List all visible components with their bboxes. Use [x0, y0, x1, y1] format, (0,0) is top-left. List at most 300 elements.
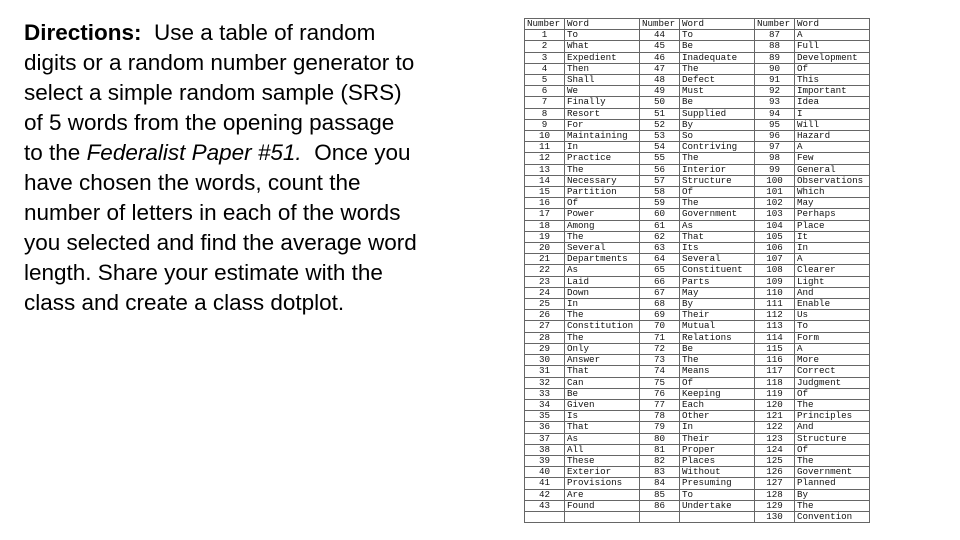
word-cell: Of: [795, 63, 870, 74]
directions-part2: Once you have chosen the words, count the number of letters in each of the words you selected and find the average word length. Share your estimate with the class and create a class dotplot.: [24, 140, 417, 315]
table-row: [525, 187, 870, 198]
table-row: [525, 511, 870, 522]
word-cell: Interior: [680, 164, 755, 175]
number-cell: 56: [640, 164, 680, 175]
number-cell: 70: [640, 321, 680, 332]
table-row: [525, 287, 870, 298]
table-row: [525, 388, 870, 399]
number-cell: 106: [755, 243, 795, 254]
word-cell: The: [795, 399, 870, 410]
number-cell: 69: [640, 310, 680, 321]
number-cell: 58: [640, 187, 680, 198]
word-cell: To: [795, 321, 870, 332]
table-row: [525, 500, 870, 511]
word-cell: Is: [565, 411, 640, 422]
word-cell: In: [795, 243, 870, 254]
number-cell: 124: [755, 444, 795, 455]
number-cell: 23: [525, 276, 565, 287]
number-cell: 1: [525, 30, 565, 41]
number-cell: 74: [640, 366, 680, 377]
table-row: [525, 276, 870, 287]
number-cell: 102: [755, 198, 795, 209]
number-cell: 113: [755, 321, 795, 332]
word-cell: By: [795, 489, 870, 500]
number-cell: 10: [525, 131, 565, 142]
word-cell: Convention: [795, 511, 870, 522]
table-row: [525, 366, 870, 377]
number-cell: 27: [525, 321, 565, 332]
header-number-2: Number: [640, 19, 680, 30]
number-cell: 28: [525, 332, 565, 343]
word-cell: The: [565, 332, 640, 343]
table-row: [525, 265, 870, 276]
word-cell: [565, 511, 640, 522]
number-cell: 127: [755, 478, 795, 489]
word-cell: Places: [680, 455, 755, 466]
word-cell: Several: [680, 254, 755, 265]
word-cell: Full: [795, 41, 870, 52]
word-cell: We: [565, 86, 640, 97]
number-cell: 116: [755, 355, 795, 366]
table-row: [525, 41, 870, 52]
federalist-title: Federalist Paper #51.: [86, 140, 302, 165]
number-cell: 34: [525, 399, 565, 410]
table-row: [525, 175, 870, 186]
number-cell: 14: [525, 175, 565, 186]
number-cell: 96: [755, 131, 795, 142]
word-cell: The: [565, 310, 640, 321]
table-row: [525, 299, 870, 310]
number-cell: 115: [755, 343, 795, 354]
number-cell: 17: [525, 209, 565, 220]
number-cell: 50: [640, 97, 680, 108]
number-cell: 130: [755, 511, 795, 522]
word-cell: Principles: [795, 411, 870, 422]
word-cell: The: [565, 231, 640, 242]
word-cell: The: [680, 198, 755, 209]
number-cell: 35: [525, 411, 565, 422]
word-cell: Departments: [565, 254, 640, 265]
word-cell: Correct: [795, 366, 870, 377]
word-cell: Means: [680, 366, 755, 377]
number-cell: 85: [640, 489, 680, 500]
number-cell: 95: [755, 119, 795, 130]
table-row: [525, 343, 870, 354]
number-cell: 78: [640, 411, 680, 422]
table-row: [525, 119, 870, 130]
word-cell: By: [680, 119, 755, 130]
table-row: [525, 422, 870, 433]
number-cell: 63: [640, 243, 680, 254]
number-cell: 12: [525, 153, 565, 164]
number-cell: 59: [640, 198, 680, 209]
number-cell: 87: [755, 30, 795, 41]
number-cell: 76: [640, 388, 680, 399]
number-cell: 18: [525, 220, 565, 231]
table-row: [525, 142, 870, 153]
number-cell: 52: [640, 119, 680, 130]
word-cell: By: [680, 299, 755, 310]
word-cell: Which: [795, 187, 870, 198]
number-cell: 67: [640, 287, 680, 298]
word-cell: May: [795, 198, 870, 209]
number-cell: 105: [755, 231, 795, 242]
word-cell: The: [680, 153, 755, 164]
number-cell: 65: [640, 265, 680, 276]
table-row: [525, 411, 870, 422]
table-row: [525, 478, 870, 489]
number-cell: 24: [525, 287, 565, 298]
number-cell: 88: [755, 41, 795, 52]
number-cell: 44: [640, 30, 680, 41]
word-cell: Place: [795, 220, 870, 231]
directions-label: Directions:: [24, 20, 142, 45]
table-row: [525, 332, 870, 343]
table-row: [525, 209, 870, 220]
number-cell: 100: [755, 175, 795, 186]
word-cell: Light: [795, 276, 870, 287]
word-cell: This: [795, 75, 870, 86]
word-cell: Undertake: [680, 500, 755, 511]
number-cell: 119: [755, 388, 795, 399]
word-cell: Their: [680, 433, 755, 444]
word-cell: In: [565, 299, 640, 310]
number-cell: 103: [755, 209, 795, 220]
number-cell: 121: [755, 411, 795, 422]
word-cell: Can: [565, 377, 640, 388]
word-cell: Resort: [565, 108, 640, 119]
number-cell: 3: [525, 52, 565, 63]
word-cell: Planned: [795, 478, 870, 489]
table-row: [525, 164, 870, 175]
table-row: [525, 63, 870, 74]
header-number-1: Number: [525, 19, 565, 30]
number-cell: 61: [640, 220, 680, 231]
number-cell: 99: [755, 164, 795, 175]
word-cell: Then: [565, 63, 640, 74]
number-cell: 26: [525, 310, 565, 321]
table-row: [525, 131, 870, 142]
table-row: [525, 467, 870, 478]
word-cell: Partition: [565, 187, 640, 198]
word-cell: Necessary: [565, 175, 640, 186]
table-row: [525, 220, 870, 231]
table-row: [525, 310, 870, 321]
number-cell: 43: [525, 500, 565, 511]
number-cell: 126: [755, 467, 795, 478]
table-row: [525, 254, 870, 265]
word-cell: As: [680, 220, 755, 231]
word-cell: Observations: [795, 175, 870, 186]
number-cell: 11: [525, 142, 565, 153]
word-cell: Must: [680, 86, 755, 97]
number-cell: 109: [755, 276, 795, 287]
word-cell: A: [795, 30, 870, 41]
word-cell: Shall: [565, 75, 640, 86]
number-cell: 33: [525, 388, 565, 399]
word-cell: Of: [680, 187, 755, 198]
table-row: [525, 444, 870, 455]
number-cell: 129: [755, 500, 795, 511]
word-cell: Of: [795, 388, 870, 399]
word-cell: Provisions: [565, 478, 640, 489]
number-cell: 49: [640, 86, 680, 97]
word-cell: As: [565, 433, 640, 444]
number-cell: 37: [525, 433, 565, 444]
word-cell: Parts: [680, 276, 755, 287]
word-cell: Be: [680, 97, 755, 108]
number-cell: 125: [755, 455, 795, 466]
number-cell: 66: [640, 276, 680, 287]
number-cell: 128: [755, 489, 795, 500]
word-cell: Only: [565, 343, 640, 354]
header-word-3: Word: [795, 19, 870, 30]
table-row: [525, 377, 870, 388]
word-cell: And: [795, 287, 870, 298]
word-cell: Maintaining: [565, 131, 640, 142]
word-cell: Several: [565, 243, 640, 254]
table-row: [525, 399, 870, 410]
number-cell: 46: [640, 52, 680, 63]
number-cell: 5: [525, 75, 565, 86]
number-cell: 77: [640, 399, 680, 410]
directions-part1: Use a table of random digits or a random number generator to select a simple random sample (SRS) of 5 words from the opening passage to the: [24, 20, 415, 165]
word-cell: Government: [795, 467, 870, 478]
word-cell: Inadequate: [680, 52, 755, 63]
number-cell: 22: [525, 265, 565, 276]
number-cell: 16: [525, 198, 565, 209]
number-cell: 117: [755, 366, 795, 377]
word-cell: Be: [565, 388, 640, 399]
number-cell: 38: [525, 444, 565, 455]
table-row: [525, 108, 870, 119]
word-cell: Enable: [795, 299, 870, 310]
number-cell: [640, 511, 680, 522]
number-cell: 48: [640, 75, 680, 86]
number-cell: 75: [640, 377, 680, 388]
word-cell: A: [795, 254, 870, 265]
number-cell: 47: [640, 63, 680, 74]
word-cell: Given: [565, 399, 640, 410]
number-cell: 83: [640, 467, 680, 478]
word-cell: Clearer: [795, 265, 870, 276]
number-cell: 110: [755, 287, 795, 298]
word-cell: Form: [795, 332, 870, 343]
word-cell: Contriving: [680, 142, 755, 153]
word-cell: Found: [565, 500, 640, 511]
number-cell: 89: [755, 52, 795, 63]
word-cell: To: [680, 489, 755, 500]
number-cell: 98: [755, 153, 795, 164]
number-cell: 82: [640, 455, 680, 466]
word-cell: Are: [565, 489, 640, 500]
number-cell: 51: [640, 108, 680, 119]
word-cell: I: [795, 108, 870, 119]
number-cell: 4: [525, 63, 565, 74]
number-cell: 2: [525, 41, 565, 52]
number-cell: 30: [525, 355, 565, 366]
word-cell: A: [795, 343, 870, 354]
word-cell: So: [680, 131, 755, 142]
table-row: [525, 198, 870, 209]
table-row: [525, 30, 870, 41]
header-word-2: Word: [680, 19, 755, 30]
word-cell: Structure: [680, 175, 755, 186]
word-cell: Practice: [565, 153, 640, 164]
table-row: [525, 321, 870, 332]
table-row: [525, 433, 870, 444]
number-cell: 7: [525, 97, 565, 108]
number-cell: 13: [525, 164, 565, 175]
table-row: [525, 97, 870, 108]
table-header-row: [525, 19, 870, 30]
number-cell: 19: [525, 231, 565, 242]
number-cell: 36: [525, 422, 565, 433]
word-cell: The: [795, 500, 870, 511]
number-cell: 29: [525, 343, 565, 354]
word-cell: Of: [795, 444, 870, 455]
word-cell: Constitution: [565, 321, 640, 332]
number-cell: 60: [640, 209, 680, 220]
number-cell: 97: [755, 142, 795, 153]
number-cell: 8: [525, 108, 565, 119]
word-cell: In: [565, 142, 640, 153]
word-cell: Us: [795, 310, 870, 321]
word-cell: To: [680, 30, 755, 41]
word-cell: Presuming: [680, 478, 755, 489]
word-cell: Without: [680, 467, 755, 478]
number-cell: 81: [640, 444, 680, 455]
word-cell: Government: [680, 209, 755, 220]
table-row: [525, 489, 870, 500]
word-cell: Structure: [795, 433, 870, 444]
word-cell: May: [680, 287, 755, 298]
number-cell: [525, 511, 565, 522]
number-cell: 55: [640, 153, 680, 164]
word-cell: Answer: [565, 355, 640, 366]
word-cell: Keeping: [680, 388, 755, 399]
word-cell: Power: [565, 209, 640, 220]
number-cell: 122: [755, 422, 795, 433]
word-cell: Down: [565, 287, 640, 298]
number-cell: 93: [755, 97, 795, 108]
word-cell: That: [565, 422, 640, 433]
word-cell: What: [565, 41, 640, 52]
word-cell: Mutual: [680, 321, 755, 332]
word-cell: Supplied: [680, 108, 755, 119]
word-cell: In: [680, 422, 755, 433]
number-cell: 20: [525, 243, 565, 254]
number-cell: 40: [525, 467, 565, 478]
number-cell: 32: [525, 377, 565, 388]
word-number-table: [524, 18, 870, 523]
word-cell: Hazard: [795, 131, 870, 142]
word-cell: Defect: [680, 75, 755, 86]
number-cell: 91: [755, 75, 795, 86]
number-cell: 53: [640, 131, 680, 142]
number-cell: 45: [640, 41, 680, 52]
word-cell: The: [680, 355, 755, 366]
word-cell: Development: [795, 52, 870, 63]
word-cell: For: [565, 119, 640, 130]
word-cell: Other: [680, 411, 755, 422]
word-cell: Be: [680, 41, 755, 52]
number-cell: 112: [755, 310, 795, 321]
number-cell: 15: [525, 187, 565, 198]
word-cell: More: [795, 355, 870, 366]
number-cell: 118: [755, 377, 795, 388]
number-cell: 9: [525, 119, 565, 130]
word-cell: [680, 511, 755, 522]
number-cell: 42: [525, 489, 565, 500]
word-cell: Constituent: [680, 265, 755, 276]
number-cell: 120: [755, 399, 795, 410]
number-cell: 21: [525, 254, 565, 265]
number-cell: 68: [640, 299, 680, 310]
word-cell: Idea: [795, 97, 870, 108]
table-row: [525, 355, 870, 366]
number-cell: 73: [640, 355, 680, 366]
number-cell: 64: [640, 254, 680, 265]
table-row: [525, 243, 870, 254]
table-row: [525, 455, 870, 466]
number-cell: 54: [640, 142, 680, 153]
word-cell: Of: [565, 198, 640, 209]
number-cell: 6: [525, 86, 565, 97]
table-row: [525, 153, 870, 164]
word-cell: Expedient: [565, 52, 640, 63]
word-cell: It: [795, 231, 870, 242]
number-cell: 80: [640, 433, 680, 444]
number-cell: 71: [640, 332, 680, 343]
number-cell: 39: [525, 455, 565, 466]
word-cell: As: [565, 265, 640, 276]
number-cell: 92: [755, 86, 795, 97]
number-cell: 94: [755, 108, 795, 119]
word-cell: Laid: [565, 276, 640, 287]
number-cell: 62: [640, 231, 680, 242]
word-cell: That: [565, 366, 640, 377]
word-cell: Will: [795, 119, 870, 130]
word-cell: Relations: [680, 332, 755, 343]
word-cell: The: [565, 164, 640, 175]
word-cell: Of: [680, 377, 755, 388]
number-cell: 114: [755, 332, 795, 343]
word-cell: Their: [680, 310, 755, 321]
word-cell: A: [795, 142, 870, 153]
number-cell: 57: [640, 175, 680, 186]
number-cell: 79: [640, 422, 680, 433]
number-cell: 111: [755, 299, 795, 310]
number-cell: 90: [755, 63, 795, 74]
word-cell: The: [795, 455, 870, 466]
word-cell: Be: [680, 343, 755, 354]
word-cell: The: [680, 63, 755, 74]
number-cell: 72: [640, 343, 680, 354]
number-cell: 25: [525, 299, 565, 310]
header-word-1: Word: [565, 19, 640, 30]
word-cell: General: [795, 164, 870, 175]
table-row: [525, 75, 870, 86]
table-row: [525, 231, 870, 242]
word-cell: Perhaps: [795, 209, 870, 220]
word-cell: Finally: [565, 97, 640, 108]
table-row: [525, 52, 870, 63]
number-cell: 41: [525, 478, 565, 489]
word-cell: Important: [795, 86, 870, 97]
word-cell: Exterior: [565, 467, 640, 478]
word-cell: Few: [795, 153, 870, 164]
